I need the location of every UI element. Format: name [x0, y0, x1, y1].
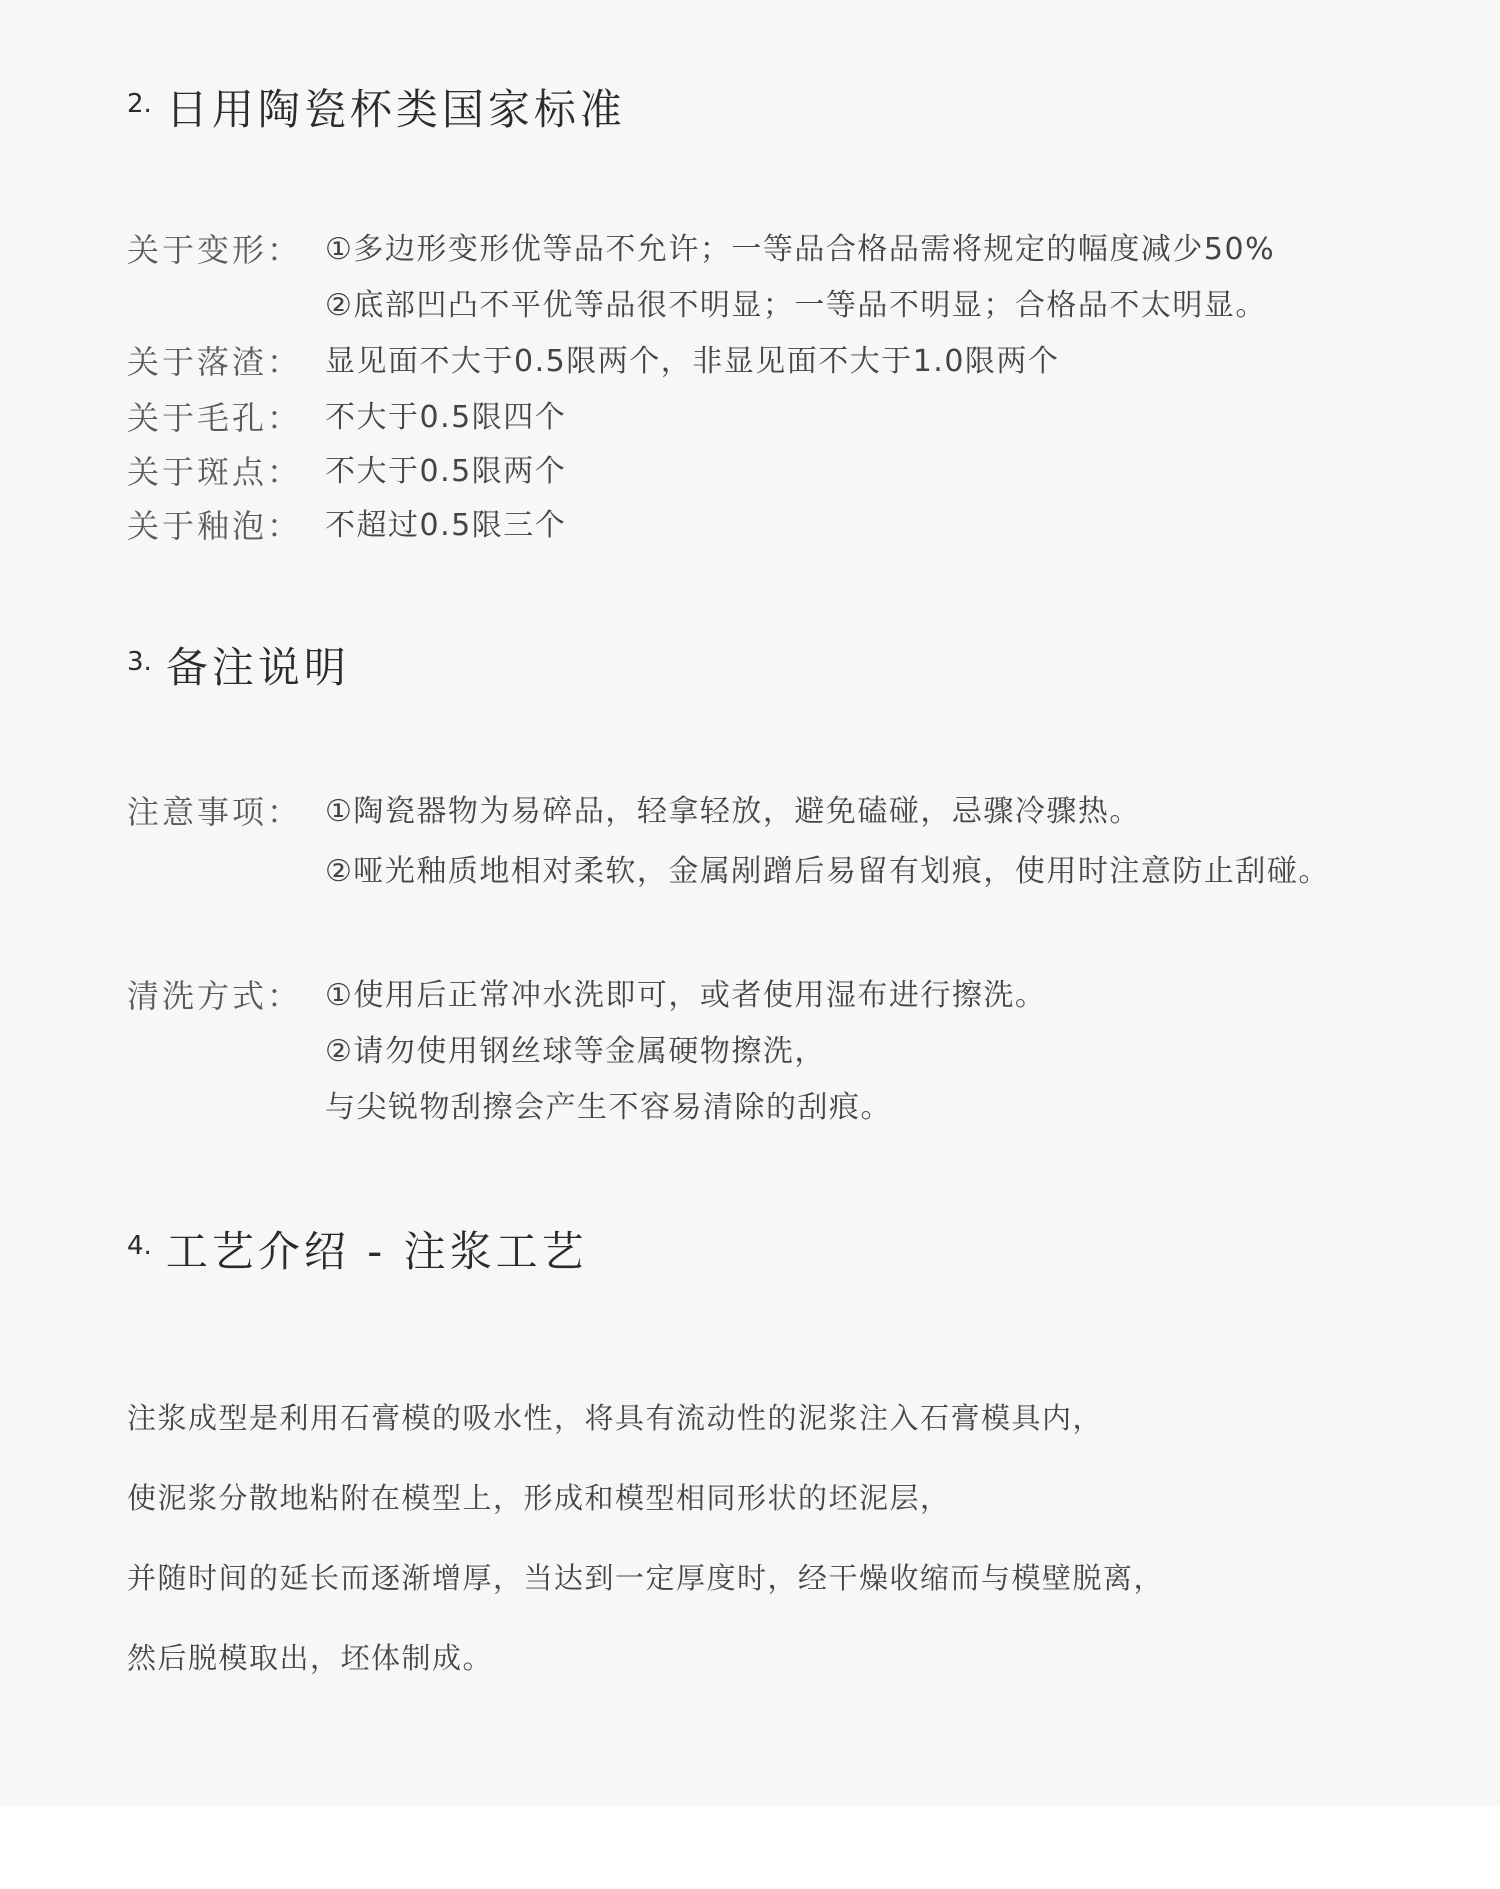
bubbles-label: 关于釉泡： — [127, 507, 303, 545]
section-3-number: 3. — [127, 647, 152, 677]
notes-line-2: ②哑光釉质地相对柔软，金属剐蹭后易留有划痕，使用时注意防止刮碰。 — [325, 854, 1330, 889]
section-4-number: 4. — [127, 1231, 152, 1261]
process-paragraph-line: 然后脱模取出，坯体制成。 — [127, 1641, 494, 1675]
process-paragraph-line: 并随时间的延长而逐渐增厚，当达到一定厚度时，经干燥收缩而与模壁脱离， — [127, 1561, 1165, 1595]
slag-text: 显见面不大于0.5限两个，非显见面不大于1.0限两个 — [325, 344, 1060, 379]
deformation-line-1: ①多边形变形优等品不允许；一等品合格品需将规定的幅度减少50% — [325, 232, 1276, 267]
section-2-number: 2. — [127, 89, 152, 119]
bubbles-text: 不超过0.5限三个 — [325, 508, 567, 543]
section-4-heading — [127, 1227, 588, 1277]
cleaning-line-2: ②请勿使用钢丝球等金属硬物擦洗， — [325, 1034, 826, 1069]
process-paragraph-line: 注浆成型是利用石膏模的吸水性，将具有流动性的泥浆注入石膏模具内， — [127, 1401, 1104, 1435]
notes-label: 注意事项： — [127, 793, 303, 831]
process-paragraph-line: 使泥浆分散地粘附在模型上，形成和模型相同形状的坯泥层， — [127, 1481, 951, 1515]
pores-label: 关于毛孔： — [127, 399, 303, 437]
deformation-label: 关于变形： — [127, 231, 303, 269]
slag-label: 关于落渣： — [127, 343, 303, 381]
cleaning-label: 清洗方式： — [127, 977, 303, 1015]
spots-label: 关于斑点： — [127, 453, 303, 491]
section-3-title: 备注说明 — [165, 643, 350, 692]
pores-text: 不大于0.5限四个 — [325, 400, 567, 435]
deformation-line-2: ②底部凹凸不平优等品很不明显；一等品不明显；合格品不太明显。 — [325, 288, 1267, 323]
bottom-white-strip — [0, 1806, 1500, 1889]
cleaning-line-1: ①使用后正常冲水洗即可，或者使用湿布进行擦洗。 — [325, 978, 1047, 1013]
spots-text: 不大于0.5限两个 — [325, 454, 567, 489]
cleaning-line-3: 与尖锐物刮擦会产生不容易清除的刮痕。 — [325, 1090, 892, 1125]
section-4-title: 工艺介绍 - 注浆工艺 — [165, 1227, 588, 1276]
section-3-heading — [127, 643, 350, 693]
section-2-heading — [127, 85, 626, 135]
section-2-title: 日用陶瓷杯类国家标准 — [165, 85, 626, 134]
notes-line-1: ①陶瓷器物为易碎品，轻拿轻放，避免磕碰，忌骤冷骤热。 — [325, 794, 1141, 829]
